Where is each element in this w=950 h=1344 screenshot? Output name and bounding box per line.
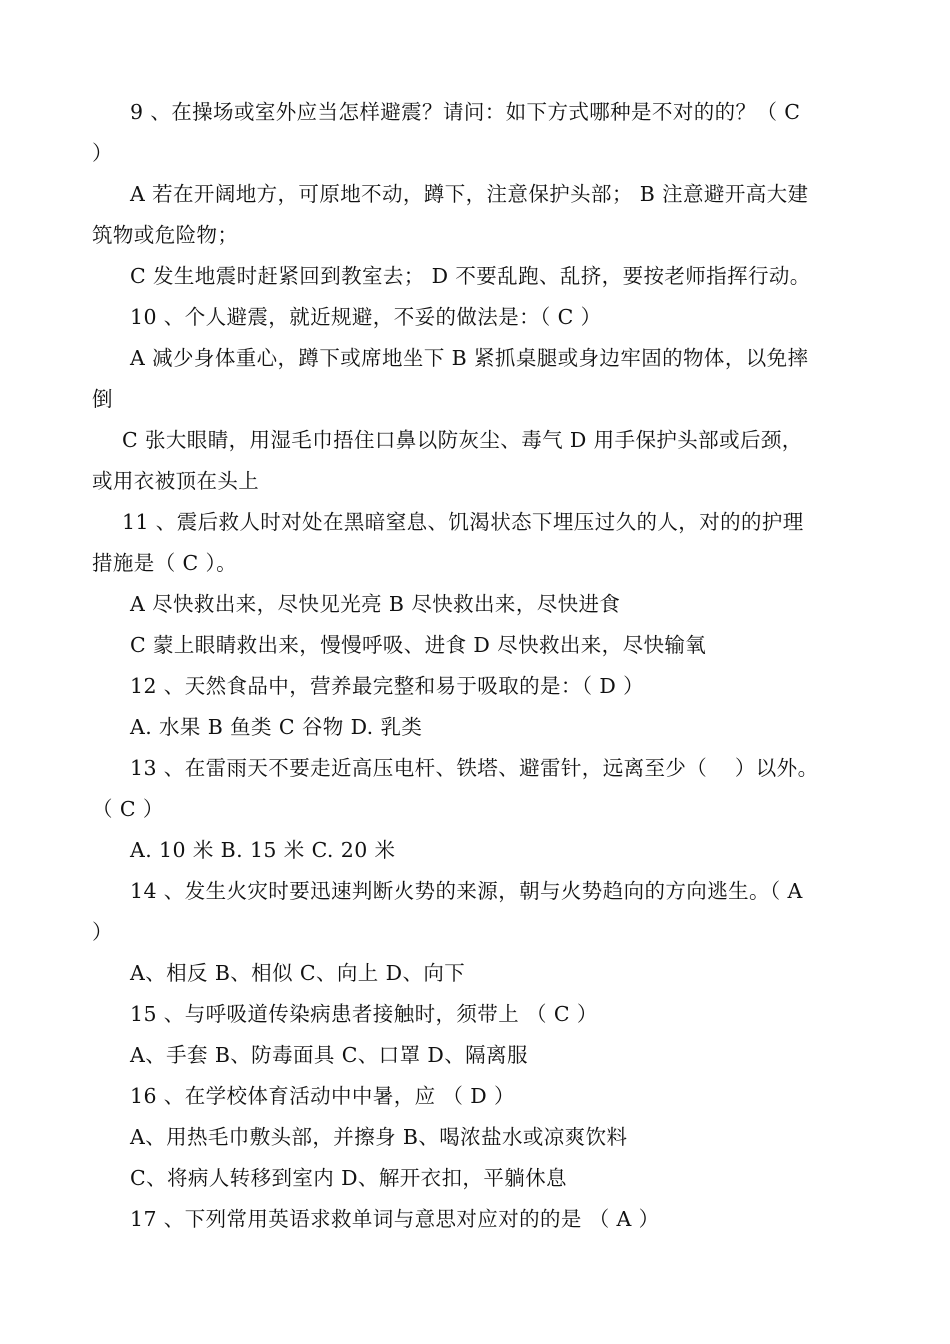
question-12-text: 12 、天然食品中，营养最完整和易于吸取的是：（ D ） [130, 674, 645, 698]
question-9-text: 9 、在操场或室外应当怎样避震？请问：如下方式哪种是不对的的？（ C [130, 100, 801, 124]
question-15-options: A、手套 B、防毒面具 C、口罩 D、隔离服 [130, 1043, 528, 1067]
question-10-options-ab-cont: 倒 [92, 387, 113, 411]
question-16-options-ab: A、用热毛巾敷头部，并擦身 B、喝浓盐水或凉爽饮料 [130, 1125, 628, 1149]
question-9-options-ab: A 若在开阔地方，可原地不动，蹲下，注意保护头部； B 注意避开高大建 [130, 182, 809, 206]
question-10-text: 10 、个人避震，就近规避，不妥的做法是：（ C ） [130, 305, 602, 329]
question-10-options-ab: A 减少身体重心，蹲下或席地坐下 B 紧抓桌腿或身边牢固的物体，以免摔 [130, 346, 809, 370]
question-10-options-cd-cont: 或用衣被顶在头上 [92, 469, 260, 493]
question-9-options-cd: C 发生地震时赶紧回到教室去； D 不要乱跑、乱挤，要按老师指挥行动。 [130, 264, 811, 288]
question-17-text: 17 、下列常用英语求救单词与意思对应对的的是 （ A ） [130, 1207, 660, 1231]
question-13-text-cont: （ C ） [92, 797, 164, 821]
question-13-text: 13 、在雷雨天不要走近高压电杆、铁塔、避雷针，远离至少（ ）以外。 [130, 756, 819, 780]
question-11-text-cont: 措施是（ C ）。 [92, 551, 238, 575]
question-12-options: A. 水果 B 鱼类 C 谷物 D. 乳类 [130, 715, 423, 739]
question-9-text-cont: ） [92, 141, 113, 165]
question-14-text: 14 、发生火灾时要迅速判断火势的来源，朝与火势趋向的方向逃生。（ A [130, 879, 803, 903]
question-15-text: 15 、与呼吸道传染病患者接触时，须带上 （ C ） [130, 1002, 598, 1026]
question-11-options-ab: A 尽快救出来，尽快见光亮 B 尽快救出来，尽快进食 [130, 592, 621, 616]
question-16-options-cd: C、将病人转移到室内 D、解开衣扣，平躺休息 [130, 1166, 567, 1190]
question-14-options: A、相反 B、相似 C、向上 D、向下 [130, 961, 466, 985]
question-16-text: 16 、在学校体育活动中中暑，应 （ D ） [130, 1084, 515, 1108]
question-9-options-ab-cont: 筑物或危险物； [92, 223, 239, 247]
question-13-options: A. 10 米 B. 15 米 C. 20 米 [130, 838, 396, 862]
question-14-text-cont: ） [92, 920, 113, 944]
question-10-options-cd: C 张大眼睛，用湿毛巾捂住口鼻以防灰尘、毒气 D 用手保护头部或后颈， [122, 428, 803, 452]
question-11-text: 11 、震后救人时对处在黑暗窒息、饥渴状态下埋压过久的人，对的的护理 [122, 510, 804, 534]
question-11-options-cd: C 蒙上眼睛救出来，慢慢呼吸、进食 D 尽快救出来，尽快输氧 [130, 633, 707, 657]
